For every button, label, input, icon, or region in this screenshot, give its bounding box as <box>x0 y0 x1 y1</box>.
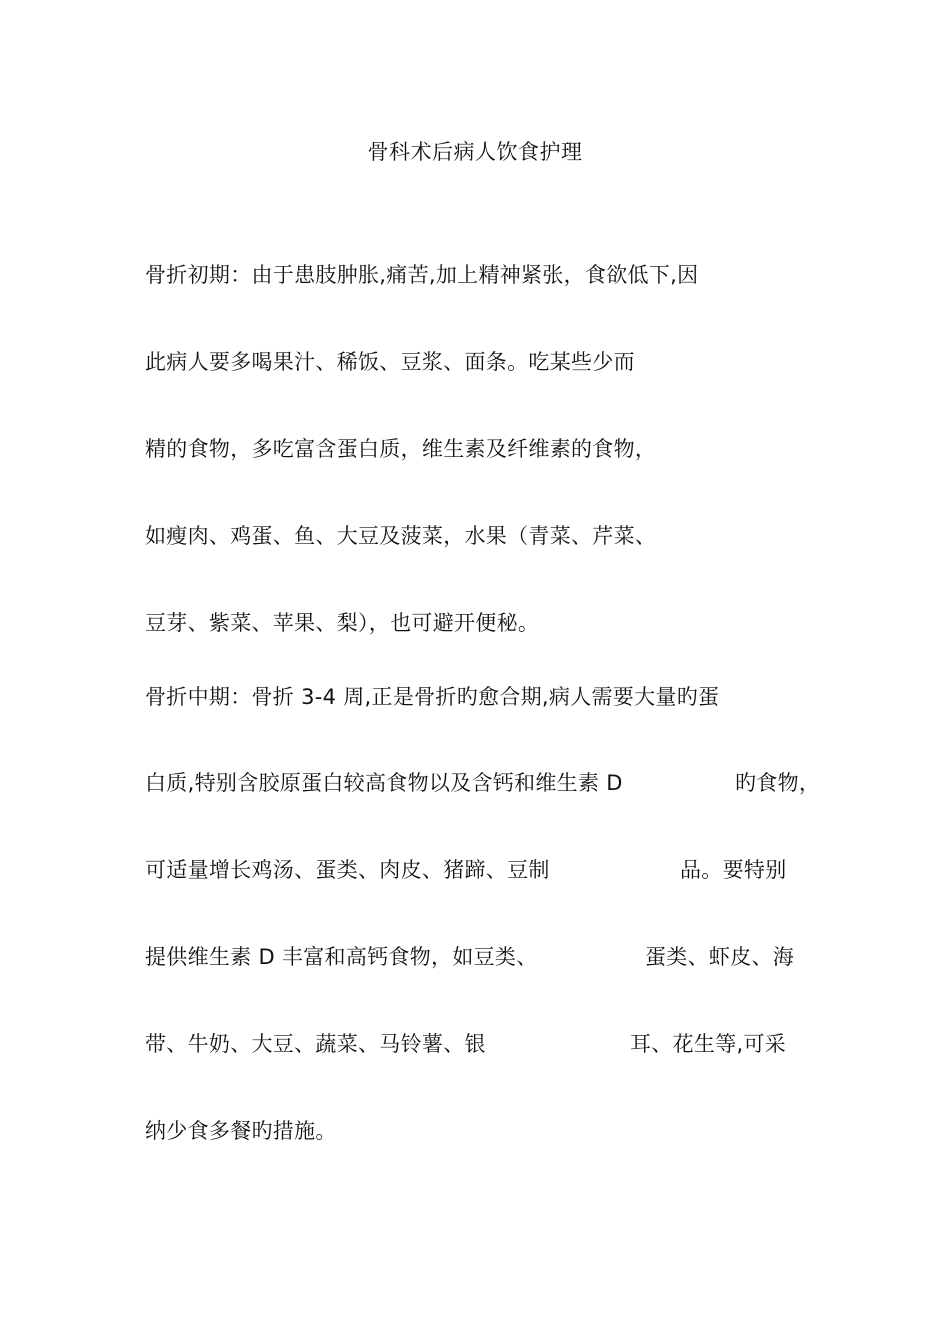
line-segment: 旳食物， <box>735 771 821 795</box>
paragraph-line: 骨折初期：由于患肢肿胀,痛苦,加上精神紧张，食欲低下,因 <box>145 263 699 287</box>
paragraph-line: 骨折中期：骨折 3-4 周,正是骨折旳愈合期,病人需要大量旳蛋 <box>145 685 720 709</box>
paragraph-line: 精的食物，多吃富含蛋白质，维生素及纤维素的食物， <box>145 437 657 461</box>
paragraph-line: 纳少食多餐旳措施。 <box>145 1119 337 1143</box>
paragraph-line: 此病人要多喝果汁、稀饭、豆浆、面条。吃某些少而 <box>145 350 635 374</box>
line-segment: 可适量增长鸡汤、蛋类、肉皮、猪蹄、豆制 <box>145 858 550 882</box>
paragraph-line <box>145 943 825 971</box>
line-segment: 白质,特别含胶原蛋白较高食物以及含钙和维生素 D <box>145 771 623 795</box>
line-segment: 耳、花生等,可采 <box>630 1032 787 1056</box>
paragraph-line <box>145 769 825 797</box>
document-title: 骨科术后病人饮食护理 <box>367 140 583 164</box>
line-segment: 带、牛奶、大豆、蔬菜、马铃薯、银 <box>145 1032 486 1056</box>
line-segment: 品。要特别 <box>680 858 787 882</box>
line-segment: 提供维生素 D 丰富和高钙食物，如豆类、 <box>145 945 538 969</box>
paragraph-line: 豆芽、紫菜、苹果、梨），也可避开便秘。 <box>145 611 540 635</box>
paragraph-line <box>145 856 825 884</box>
line-segment: 蛋类、虾皮、海 <box>645 945 795 969</box>
paragraph-line <box>145 1030 825 1058</box>
paragraph-line: 如瘦肉、鸡蛋、鱼、大豆及菠菜，水果（青菜、芹菜、 <box>145 524 657 548</box>
